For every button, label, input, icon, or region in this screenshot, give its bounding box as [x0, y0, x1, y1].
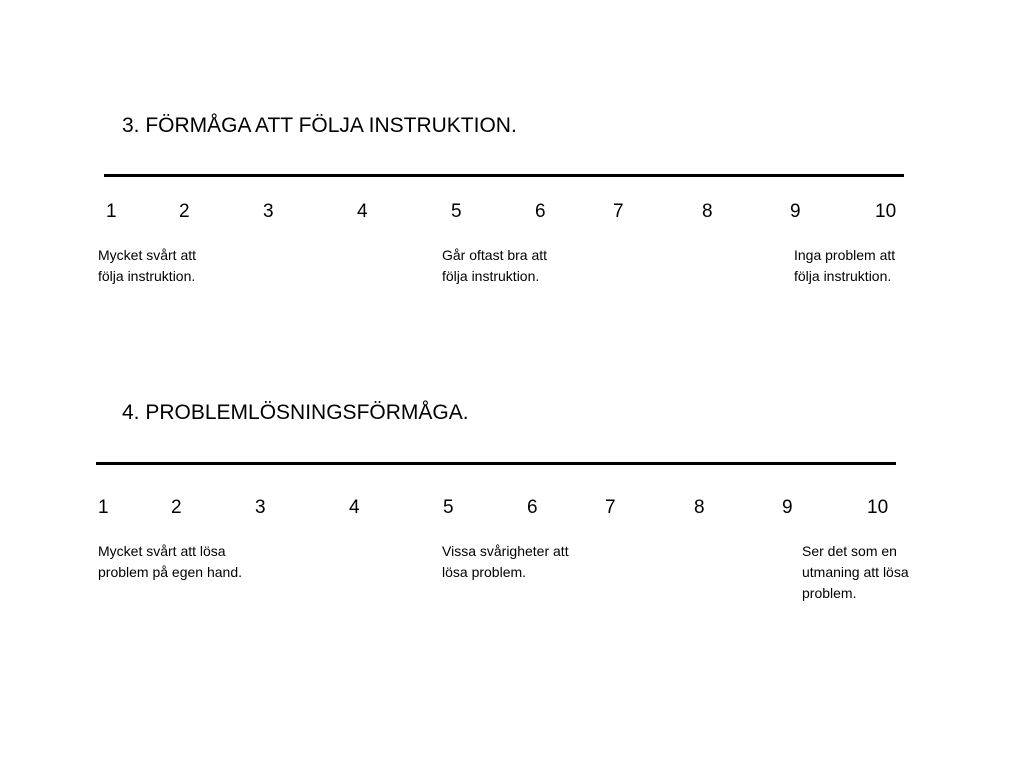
- scale-number: 1: [98, 497, 109, 518]
- scale-number: 2: [171, 497, 182, 518]
- scale-number: 8: [694, 497, 705, 518]
- scale-number: 8: [702, 201, 713, 222]
- scale-number: 4: [349, 497, 360, 518]
- scale-number: 2: [179, 201, 190, 222]
- rating-line: [96, 462, 896, 465]
- scale-number: 3: [263, 201, 274, 222]
- scale-number: 5: [443, 497, 454, 518]
- scale-number: 5: [451, 201, 462, 222]
- anchor-label-high: Ser det som en utmaning att lösa problem.: [802, 543, 909, 601]
- section-title-instruction: 3. FÖRMÅGA ATT FÖLJA INSTRUKTION.: [122, 114, 517, 137]
- scale-number: 9: [782, 497, 793, 518]
- scale-number: 7: [613, 201, 624, 222]
- scale-number: 9: [790, 201, 801, 222]
- scale-number: 7: [605, 497, 616, 518]
- scale-number: 10: [867, 497, 889, 518]
- scale-number: 3: [255, 497, 266, 518]
- anchor-label-mid: Går oftast bra att följa instruktion.: [442, 247, 548, 284]
- scale-number: 4: [357, 201, 368, 222]
- scale-number: 6: [527, 497, 538, 518]
- anchor-label-low: Mycket svårt att lösa problem på egen hand.: [98, 543, 242, 580]
- scale-number: 6: [535, 201, 546, 222]
- rating-line: [104, 174, 904, 177]
- scale-number: 1: [106, 201, 117, 222]
- anchor-label-high: Inga problem att följa instruktion.: [794, 247, 896, 284]
- section-title-problem-solving: 4. PROBLEMLÖSNINGSFÖRMÅGA.: [122, 401, 469, 424]
- scale-number: 10: [875, 201, 897, 222]
- anchor-label-low: Mycket svårt att följa instruktion.: [98, 247, 197, 284]
- anchor-label-mid: Vissa svårigheter att lösa problem.: [442, 543, 569, 580]
